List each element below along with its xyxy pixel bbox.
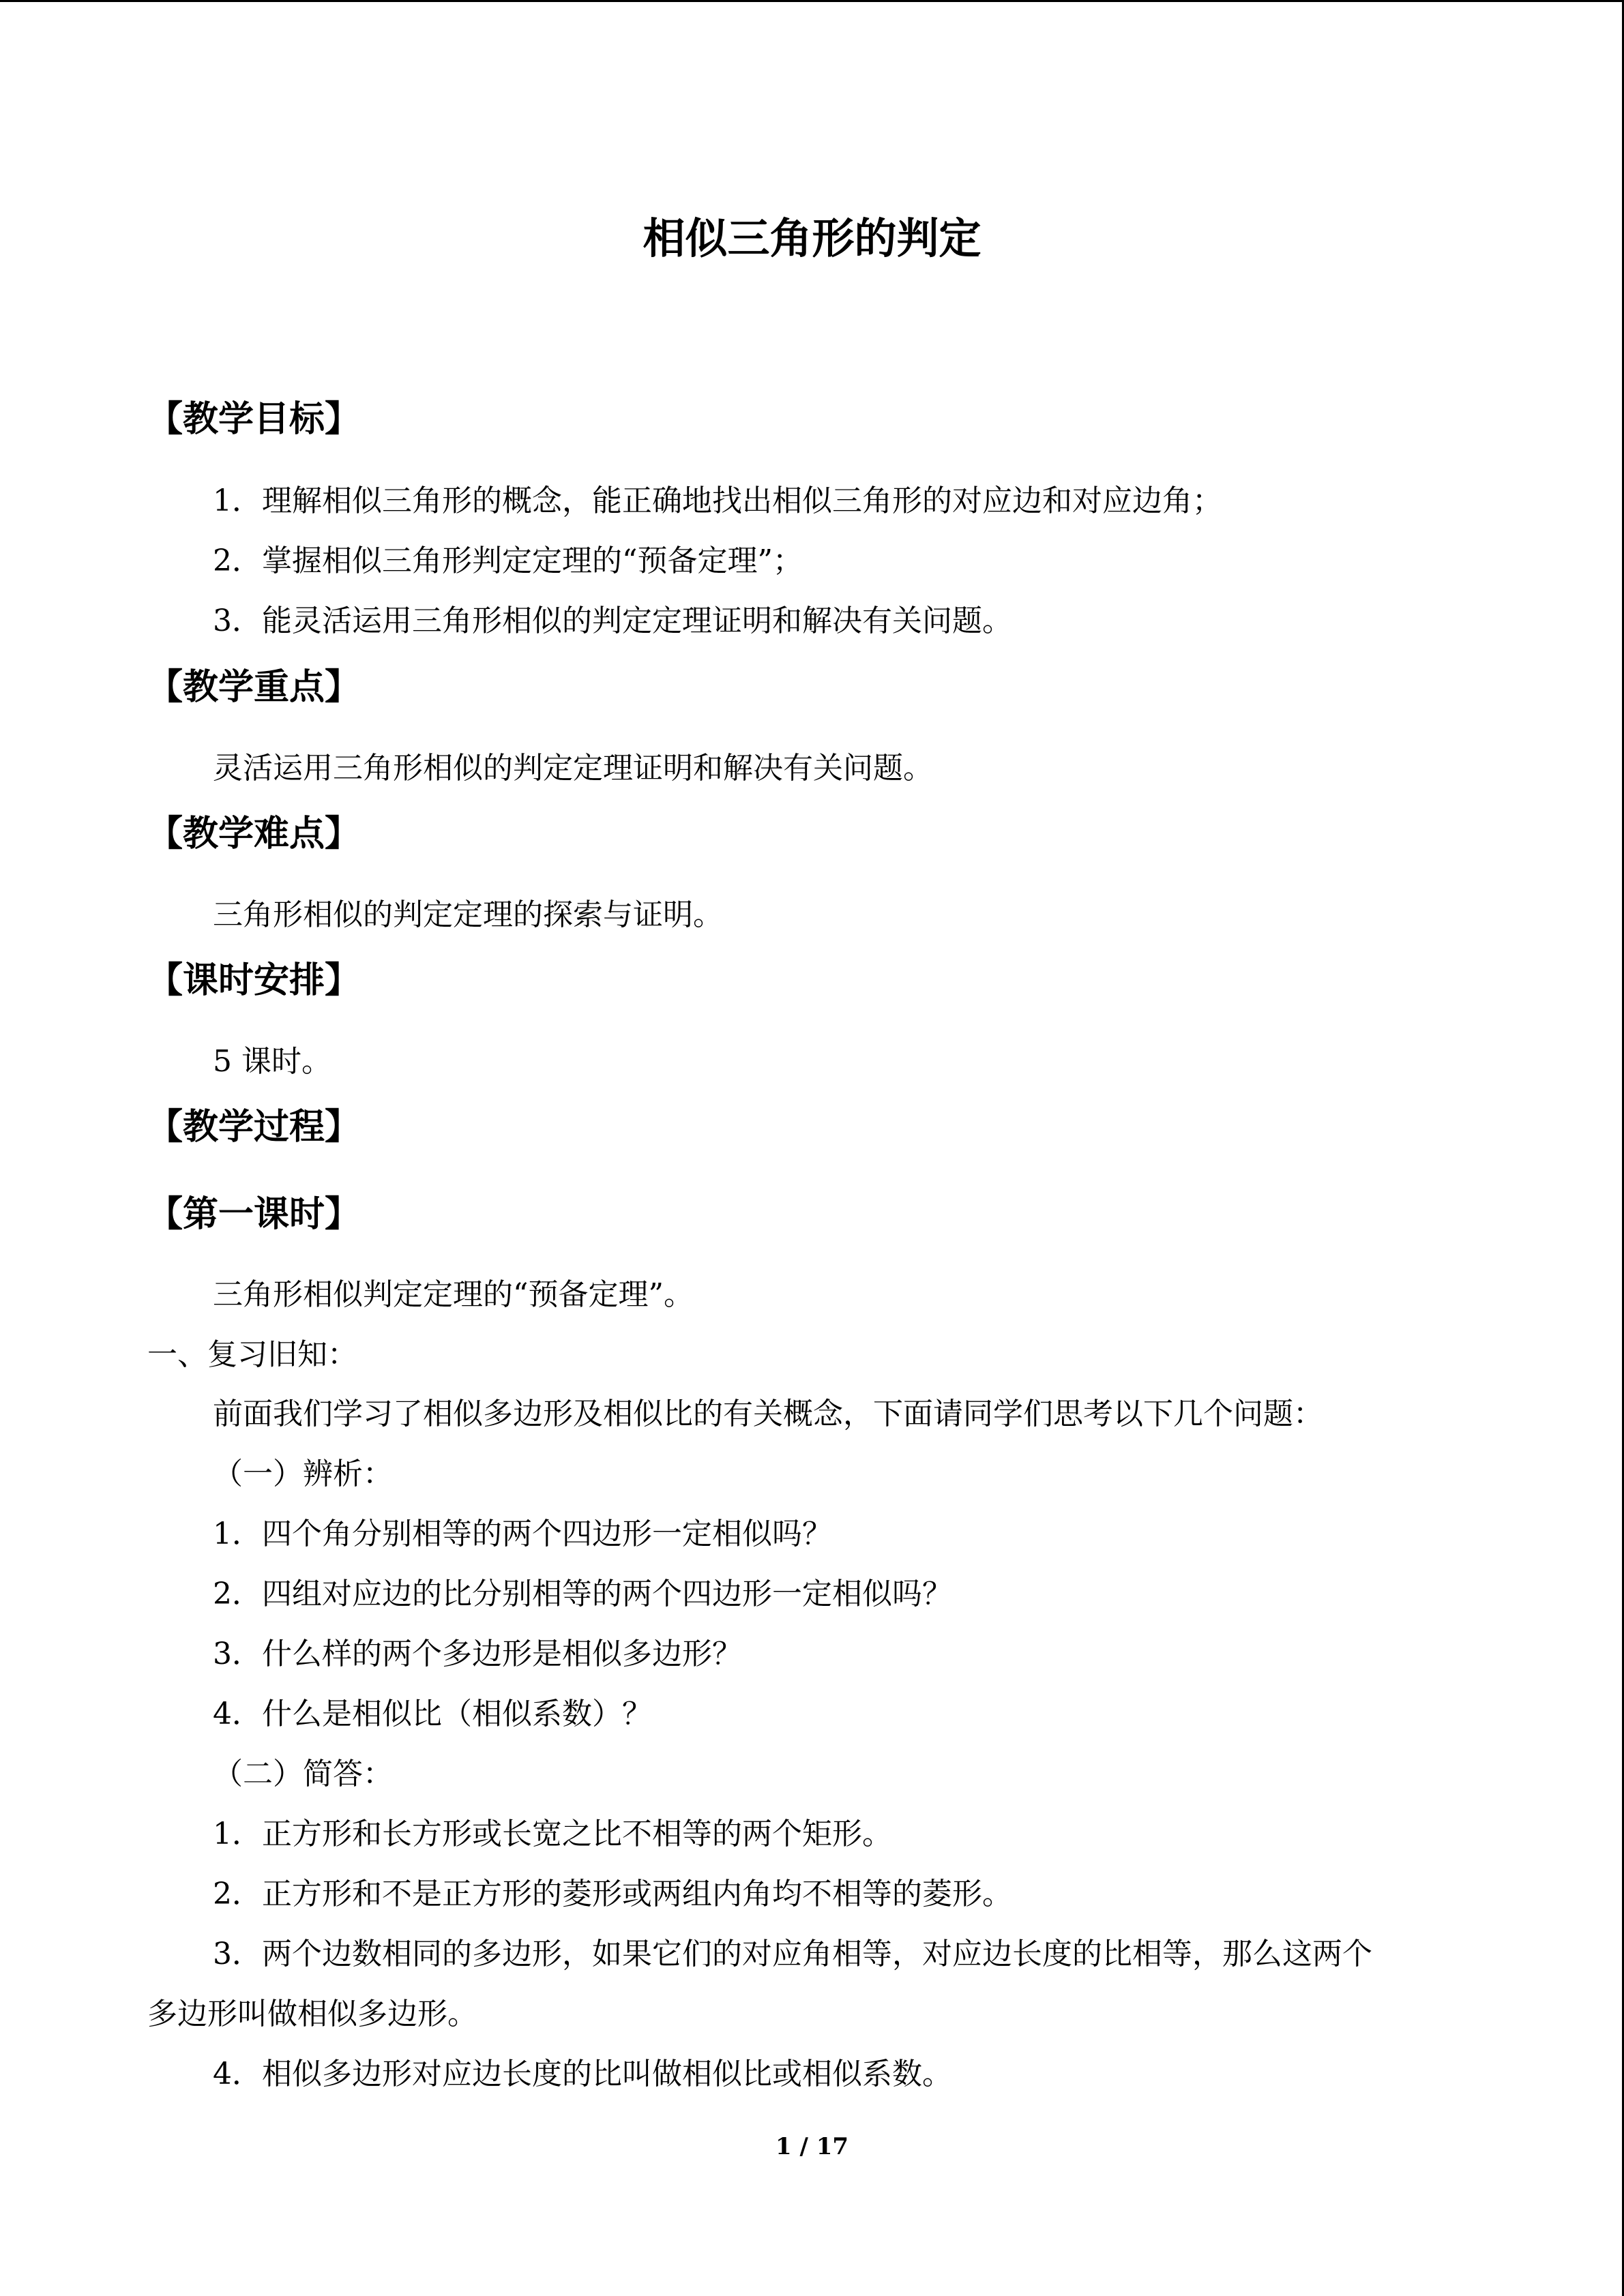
part1-item-3: 3．什么样的两个多边形是相似多边形？	[213, 1637, 742, 1671]
part2-item-2: 2．正方形和不是正方形的菱形或两组内角均不相等的菱形。	[213, 1877, 1012, 1911]
key-points-heading: 【教学重点】	[147, 667, 361, 708]
lesson1-intro: 三角形相似判定定理的“预备定理”。	[213, 1277, 694, 1312]
schedule-heading: 【课时安排】	[147, 960, 361, 1001]
key-points-text: 灵活运用三角形相似的判定定理证明和解决有关问题。	[213, 751, 933, 786]
difficulties-text: 三角形相似的判定定理的探索与证明。	[213, 897, 723, 932]
part2-item-1: 1．正方形和长方形或长宽之比不相等的两个矩形。	[213, 1817, 892, 1851]
objective-item-2: 2．掌握相似三角形判定定理的“预备定理”；	[213, 543, 803, 578]
review-intro: 前面我们学习了相似多边形及相似比的有关概念，下面请同学们思考以下几个问题：	[213, 1397, 1323, 1431]
part2-item-3-cont: 多边形叫做相似多边形。	[147, 1997, 477, 2031]
document-title: 相似三角形的判定	[643, 213, 981, 263]
page-number: 1 / 17	[775, 2133, 849, 2160]
part2-heading: （二）简答：	[213, 1757, 393, 1791]
part2-item-3: 3．两个边数相同的多边形，如果它们的对应角相等，对应边长度的比相等，那么这两个	[213, 1937, 1372, 1971]
part1-item-4: 4．什么是相似比（相似系数）？	[213, 1697, 652, 1731]
objective-item-3: 3．能灵活运用三角形相似的判定定理证明和解决有关问题。	[213, 603, 1012, 638]
lesson1-heading: 【第一课时】	[147, 1194, 361, 1235]
schedule-text: 5 课时。	[213, 1044, 331, 1079]
part1-item-2: 2．四组对应边的比分别相等的两个四边形一定相似吗？	[213, 1577, 952, 1611]
part1-item-1: 1．四个角分别相等的两个四边形一定相似吗？	[213, 1517, 832, 1551]
objectives-heading: 【教学目标】	[147, 399, 361, 440]
review-heading: 一、复习旧知：	[147, 1337, 357, 1372]
objective-item-1: 1．理解相似三角形的概念，能正确地找出相似三角形的对应边和对应边角；	[213, 483, 1222, 518]
process-heading: 【教学过程】	[147, 1107, 361, 1148]
part2-item-4: 4．相似多边形对应边长度的比叫做相似比或相似系数。	[213, 2057, 952, 2091]
difficulties-heading: 【教学难点】	[147, 814, 361, 854]
page-frame-top	[0, 0, 1624, 2]
part1-heading: （一）辨析：	[213, 1457, 393, 1491]
